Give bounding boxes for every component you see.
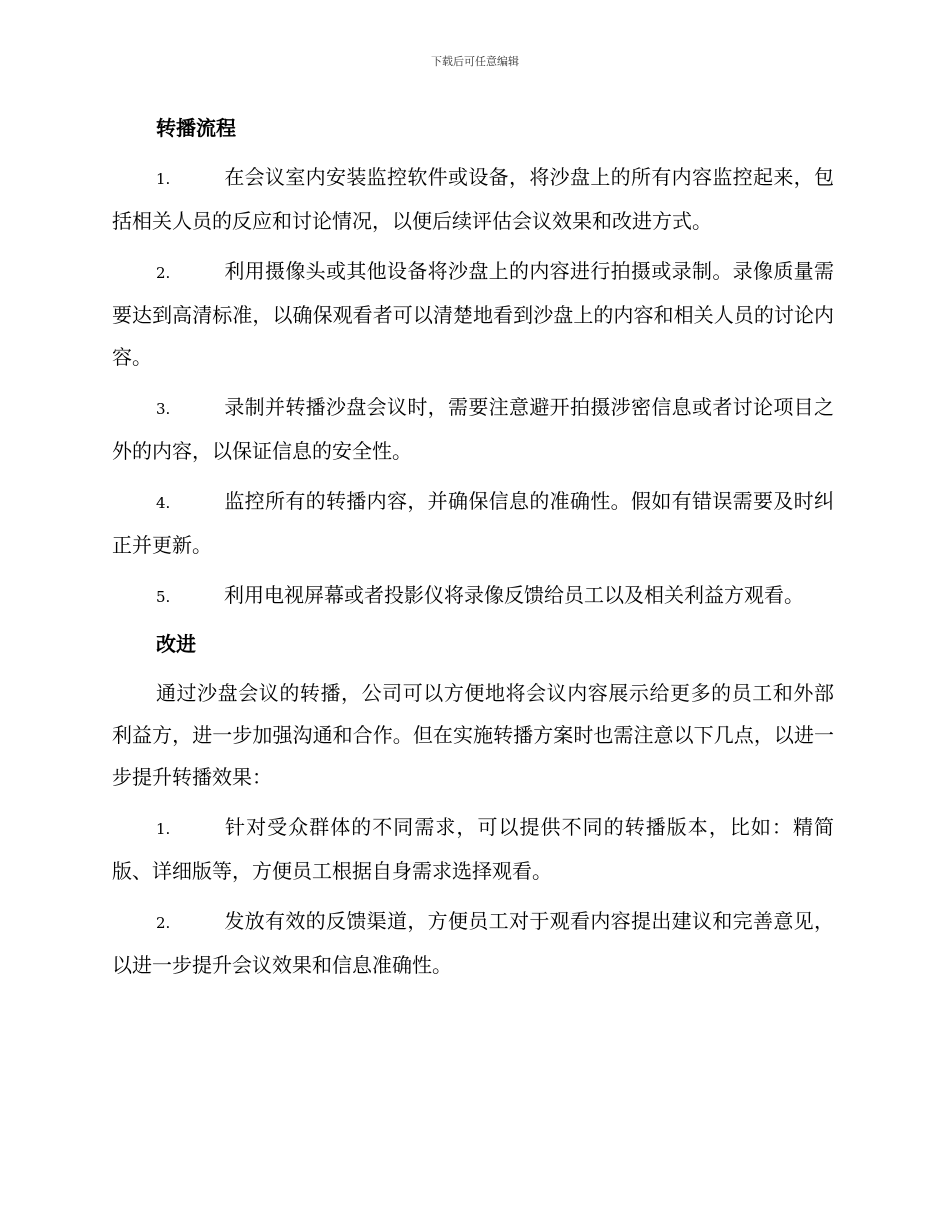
intro-paragraph: 通过沙盘会议的转播，公司可以方便地将会议内容展示给更多的员工和外部利益方，进一步加强沟通和合作。但在实施转播方案时也需注意以下几点，以进一步提升转播效果： xyxy=(112,681,834,789)
list-item xyxy=(112,386,834,472)
list-item-text: 发放有效的反馈渠道，方便员工对于观看内容提出建议和完善意见，以进一步提升会议效果和信息准确性。 xyxy=(112,909,834,977)
list-item xyxy=(112,900,834,986)
list-item-number: 2. xyxy=(156,914,171,932)
list-item-text: 录制并转播沙盘会议时，需要注意避开拍摄涉密信息或者讨论项目之外的内容，以保证信息的安全性。 xyxy=(112,395,834,463)
list-item-number: 5. xyxy=(156,588,171,606)
list-item-text: 监控所有的转播内容，并确保信息的准确性。假如有错误需要及时纠正并更新。 xyxy=(112,489,834,557)
list-item xyxy=(112,250,834,378)
list-item-number: 3. xyxy=(156,400,171,418)
list-item-text: 利用摄像头或其他设备将沙盘上的内容进行拍摄或录制。录像质量需要达到高清标准，以确保观看者可以清楚地看到沙盘上的内容和相关人员的讨论内容。 xyxy=(112,259,834,369)
section-heading-broadcast-process: 转播流程 xyxy=(156,116,236,140)
list-item xyxy=(112,156,834,242)
list-item-number: 4. xyxy=(156,494,171,512)
list-item xyxy=(112,574,834,618)
document-body xyxy=(112,108,834,986)
list-item-text: 针对受众群体的不同需求，可以提供不同的转播版本，比如：精简版、详细版等，方便员工根据自身需求选择观看。 xyxy=(112,815,834,883)
list-item xyxy=(112,480,834,566)
page-header: 下载后可任意编辑 xyxy=(431,55,519,68)
section-heading-improvement: 改进 xyxy=(156,632,196,656)
list-item-number: 1. xyxy=(156,820,171,838)
list-item xyxy=(112,806,834,892)
list-item-number: 2. xyxy=(156,264,171,282)
list-item-text: 在会议室内安装监控软件或设备，将沙盘上的所有内容监控起来，包括相关人员的反应和讨论情况，以便后续评估会议效果和改进方式。 xyxy=(112,165,834,233)
list-item-number: 1. xyxy=(156,170,171,188)
list-item-text: 利用电视屏幕或者投影仪将录像反馈给员工以及相关利益方观看。 xyxy=(224,583,804,607)
